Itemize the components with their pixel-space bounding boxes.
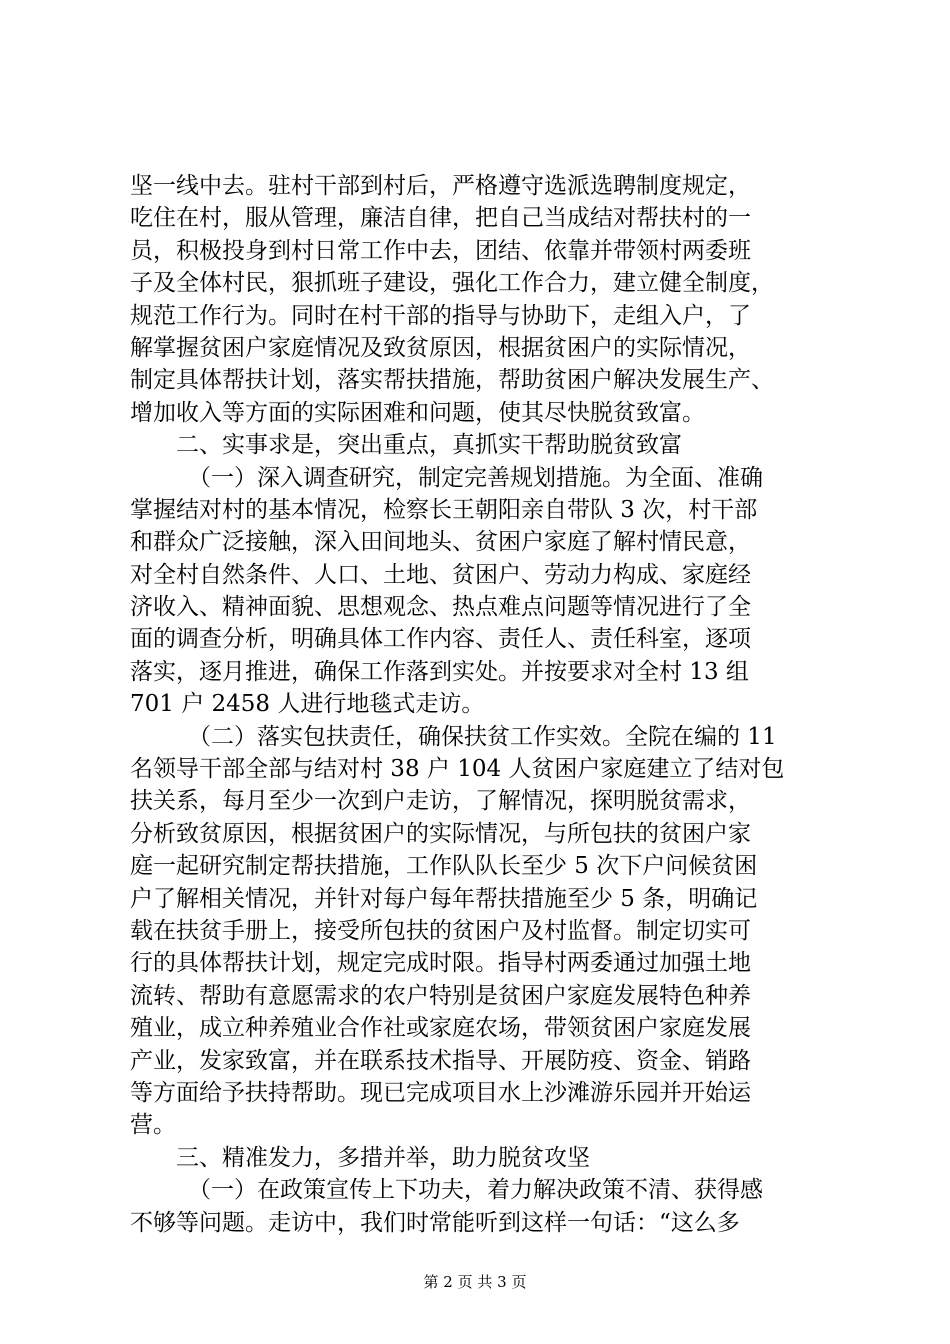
text-line: 庭一起研究制定帮扶措施，工作队队长至少 5 次下户问候贫困 — [130, 853, 758, 880]
section-heading-3: 三、精准发力，多措并举，助力脱贫攻坚 — [176, 1144, 590, 1171]
section-heading-2: 二、实事求是，突出重点，真抓实干帮助脱贫致富 — [176, 432, 682, 459]
text-line: 子及全体村民，狠抓班子建设，强化工作合力，建立健全制度， — [130, 270, 774, 297]
text-line: 和群众广泛接触，深入田间地头、贫困户家庭了解村情民意， — [130, 529, 751, 556]
text-line: 济收入、精神面貌、思想观念、热点难点问题等情况进行了全 — [130, 594, 751, 621]
text-line: 解掌握贫困户家庭情况及致贫原因，根据贫困户的实际情况， — [130, 334, 751, 361]
text-line: 产业，发家致富，并在联系技术指导、开展防疫、资金、销路 — [130, 1047, 751, 1074]
text-line: 殖业，成立种养殖业合作社或家庭农场，带领贫困户家庭发展 — [130, 1015, 751, 1042]
text-line: 载在扶贫手册上，接受所包扶的贫困户及村监督。制定切实可 — [130, 917, 751, 944]
text-line: 吃住在村，服从管理，廉洁自律，把自己当成结对帮扶村的一 — [130, 205, 751, 232]
page-number: 第 2 页 共 3 页 — [423, 1273, 527, 1291]
text-line: 制定具体帮扶计划，落实帮扶措施，帮助贫困户解决发展生产、 — [130, 367, 774, 394]
text-line: 对全村自然条件、人口、土地、贫困户、劳动力构成、家庭经 — [130, 561, 751, 588]
text-line: 扶关系，每月至少一次到户走访，了解情况，探明脱贫需求， — [130, 788, 751, 815]
text-line: 户了解相关情况，并针对每户每年帮扶措施至少 5 条，明确记 — [130, 885, 758, 912]
text-line: 掌握结对村的基本情况，检察长王朝阳亲自带队 3 次，村干部 — [130, 496, 758, 523]
text-line: 面的调查分析，明确具体工作内容、责任人、责任科室，逐项 — [130, 626, 751, 653]
text-line: 701 户 2458 人进行地毯式走访。 — [130, 691, 485, 718]
text-line: 坚一线中去。驻村干部到村后，严格遵守选派选聘制度规定， — [130, 173, 751, 199]
text-line: （一）深入调查研究，制定完善规划措施。为全面、准确 — [188, 464, 763, 491]
text-line: 名领导干部全部与结对村 38 户 104 人贫困户家庭建立了结对包 — [130, 756, 785, 783]
text-line: （二）落实包扶责任，确保扶贫工作实效。全院在编的 11 — [188, 723, 777, 750]
text-line: 营。 — [130, 1112, 176, 1139]
text-line: 分析致贫原因，根据贫困户的实际情况，与所包扶的贫困户家 — [130, 820, 751, 847]
document-body — [130, 170, 830, 1239]
text-line: 落实，逐月推进，确保工作落到实处。并按要求对全村 13 组 — [130, 658, 749, 685]
text-line: 员，积极投身到村日常工作中去，团结、依靠并带领村两委班 — [130, 237, 751, 264]
text-line: （一）在政策宣传上下功夫，着力解决政策不清、获得感 — [188, 1177, 763, 1204]
text-line: 不够等问题。走访中，我们时常能听到这样一句话：“这么多 — [130, 1209, 740, 1236]
text-line: 行的具体帮扶计划，规定完成时限。指导村两委通过加强土地 — [130, 950, 751, 977]
text-line: 增加收入等方面的实际困难和问题，使其尽快脱贫致富。 — [130, 399, 705, 426]
text-line: 等方面给予扶持帮助。现已完成项目水上沙滩游乐园并开始运 — [130, 1079, 751, 1106]
page-footer — [0, 1271, 950, 1292]
text-line: 规范工作行为。同时在村干部的指导与协助下，走组入户，了 — [130, 302, 751, 329]
text-line: 流转、帮助有意愿需求的农户特别是贫困户家庭发展特色种养 — [130, 982, 751, 1009]
